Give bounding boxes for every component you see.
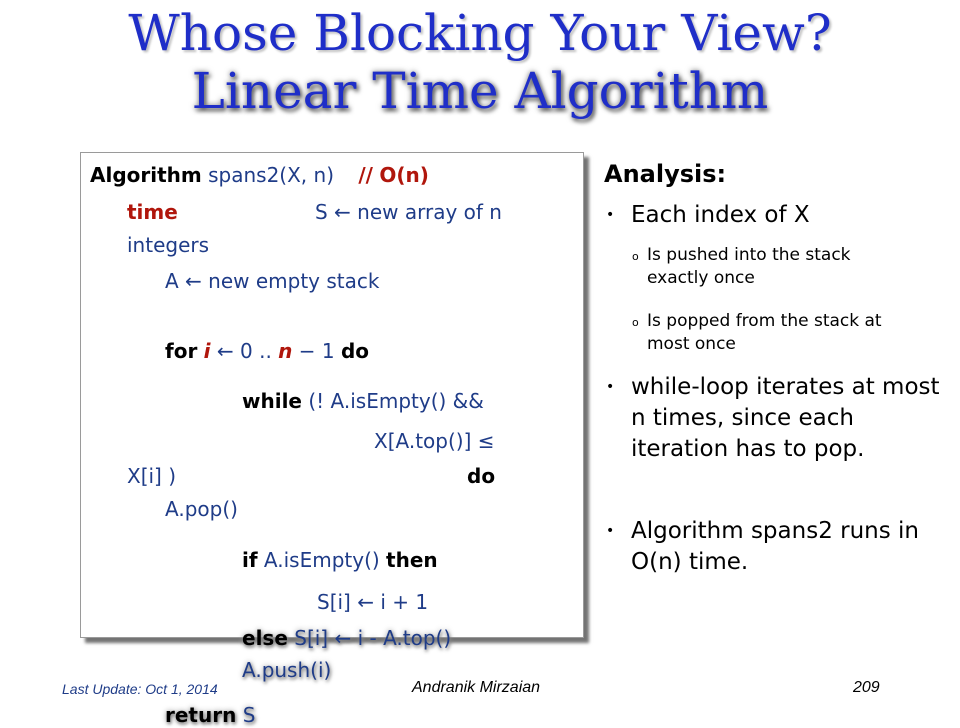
bullet-3-text: Algorithm spans2 runs in O(n) time. bbox=[631, 518, 920, 575]
footer-last-update: Last Update: Oct 1, 2014 bbox=[62, 681, 218, 697]
code-line-for bbox=[165, 338, 369, 364]
sub-bullet-icon: o bbox=[632, 250, 639, 263]
keyword-algorithm: Algorithm bbox=[90, 163, 202, 187]
a-assign-text: A ← new empty stack bbox=[165, 269, 380, 293]
code-line-while bbox=[242, 388, 484, 414]
bullet-2-text: while-loop iterates at most n times, since each iteration has to pop. bbox=[631, 374, 940, 462]
keyword-time: time bbox=[127, 200, 178, 224]
keyword-do-while: do bbox=[467, 464, 496, 488]
if-condition: A.isEmpty() bbox=[263, 548, 380, 572]
code-line-while-cond bbox=[374, 428, 495, 454]
code-line-else bbox=[242, 625, 451, 651]
keyword-if: if bbox=[242, 548, 258, 572]
for-range-start: ← 0 .. bbox=[216, 339, 272, 363]
push-call: A.push(i) bbox=[242, 658, 332, 682]
while-condition-b: X[A.top()] ≤ bbox=[374, 429, 495, 453]
pop-call: A.pop() bbox=[165, 497, 238, 521]
code-line-pop bbox=[165, 496, 238, 522]
sub-1-text: Is pushed into the stack exactly once bbox=[647, 245, 851, 288]
bullet-icon: • bbox=[606, 379, 615, 395]
s-else-text: S[i] ← i - A.top() bbox=[294, 626, 452, 650]
complexity-label: O(n) bbox=[379, 163, 429, 187]
code-line-do bbox=[467, 463, 495, 489]
code-line-time bbox=[127, 199, 178, 225]
for-variable: i bbox=[203, 339, 211, 363]
for-variable-n: n bbox=[278, 339, 293, 363]
code-line-return bbox=[165, 702, 255, 728]
comment-slashes: // bbox=[358, 163, 373, 187]
sub-bullet-icon: o bbox=[632, 316, 639, 329]
sub-2-text: Is popped from the stack at most once bbox=[647, 311, 882, 354]
keyword-for: for bbox=[165, 339, 198, 363]
return-value: S bbox=[242, 703, 256, 727]
algorithm-name: spans2(X, n) bbox=[208, 163, 334, 187]
slide-title: Whose Blocking Your View? bbox=[128, 4, 832, 62]
bullet-icon: • bbox=[606, 523, 615, 539]
s-assign-text: S ← new array of n bbox=[315, 200, 502, 224]
code-line-if bbox=[242, 547, 438, 573]
integers-text: integers bbox=[127, 233, 210, 257]
footer-author: Andranik Mirzaian bbox=[412, 679, 541, 696]
code-line-xi bbox=[127, 463, 176, 489]
keyword-do: do bbox=[340, 339, 370, 363]
keyword-while: while bbox=[242, 389, 302, 413]
bullet-icon: • bbox=[606, 207, 615, 223]
keyword-else: else bbox=[242, 626, 288, 650]
code-line-a-assign bbox=[165, 268, 379, 294]
for-range-end: − 1 bbox=[298, 339, 335, 363]
code-line-header bbox=[90, 162, 429, 188]
code-line-s-assign bbox=[315, 199, 502, 225]
keyword-then: then bbox=[386, 548, 438, 572]
analysis-heading: Analysis: bbox=[604, 160, 727, 188]
keyword-return: return bbox=[165, 703, 237, 727]
while-condition-c: X[i] ) bbox=[127, 464, 177, 488]
s-then-text: S[i] ← i + 1 bbox=[317, 590, 429, 614]
code-line-then bbox=[317, 589, 428, 615]
bullet-1-text: Each index of X bbox=[631, 202, 810, 228]
slide-subtitle: Linear Time Algorithm bbox=[191, 62, 769, 120]
while-condition-a: (! A.isEmpty() && bbox=[308, 389, 484, 413]
code-line-push bbox=[242, 657, 331, 683]
footer-page-number: 209 bbox=[853, 679, 880, 696]
code-line-integers bbox=[127, 232, 209, 258]
